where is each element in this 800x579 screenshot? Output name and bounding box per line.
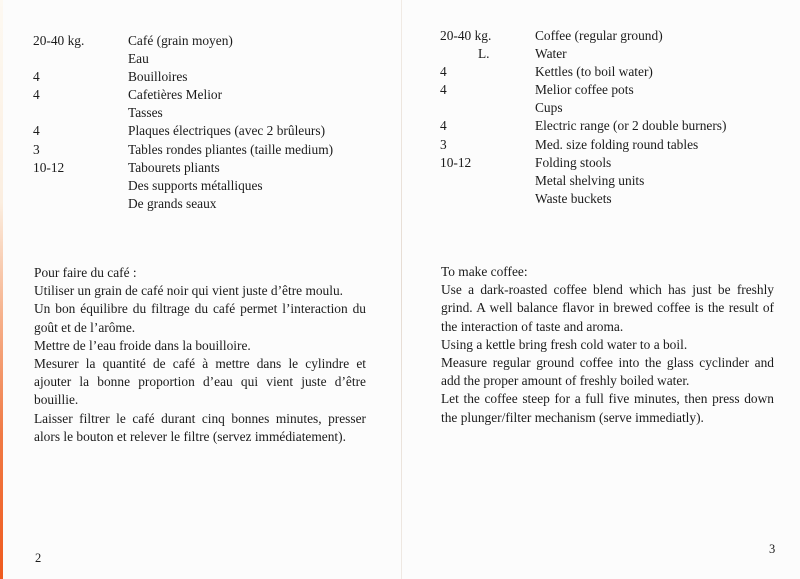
quantity: 20-40 kg.: [33, 33, 85, 48]
quantity: [33, 104, 128, 122]
item-name: Water: [535, 46, 567, 62]
item-name: Bouilloires: [128, 69, 188, 85]
list-row: [440, 136, 726, 154]
quantity: 4: [440, 118, 447, 134]
list-row: [33, 122, 333, 140]
quantity: 10-12: [440, 154, 472, 170]
item-name: Kettles (to boil water): [535, 64, 653, 80]
item-name: Cafetières Melior: [128, 87, 223, 103]
instruction-paragraph: Mesurer la quantité de café à mettre dans le cylindre et ajouter la bonne proportion d’eau qui vient juste d’être bouillie.: [34, 356, 366, 408]
list-row: [440, 81, 726, 99]
quantity: 3: [33, 141, 40, 157]
quantity: 3: [440, 136, 447, 152]
quantity: [440, 172, 535, 190]
list-row: [440, 154, 726, 172]
page-number: 3: [769, 542, 776, 556]
equipment-list-english: [440, 27, 726, 208]
quantity: L.: [478, 46, 490, 62]
list-row: [440, 117, 726, 135]
instruction-paragraph: Laisser filtrer le café durant cinq bonnes minutes, presser alors le bouton et relever le filtre (servez immédiatement).: [34, 410, 366, 444]
list-row: [33, 86, 333, 104]
quantity: [33, 195, 128, 213]
list-row: [33, 104, 333, 122]
instruction-paragraph: Let the coffee steep for a full five minutes, then press down the plunger/filter mechanism (serve immediatly).: [441, 391, 774, 425]
item-name: Cups: [535, 100, 563, 116]
item-name: Tabourets pliants: [128, 159, 220, 175]
list-row: [33, 141, 333, 159]
list-row: [440, 27, 726, 45]
list-row: [440, 172, 726, 190]
item-name: Des supports métalliques: [128, 177, 263, 193]
instruction-paragraph: Use a dark-roasted coffee blend which has just be freshly grind. A well balance flavor in brewed coffee is the result of the interaction of taste and aroma.: [441, 282, 774, 334]
list-row: [33, 195, 333, 213]
item-name: Coffee (regular ground): [535, 28, 663, 43]
list-row: [440, 45, 726, 63]
list-row: [440, 190, 726, 208]
item-name: Melior coffee pots: [535, 82, 634, 98]
quantity: 4: [33, 69, 40, 85]
instructions-heading: To make coffee:: [441, 264, 528, 279]
item-name: Café (grain moyen): [128, 33, 233, 48]
instructions-french: [34, 264, 366, 446]
quantity: [440, 99, 535, 117]
list-row: [33, 32, 333, 50]
item-name: Folding stools: [535, 154, 612, 170]
orange-page-edge: [0, 0, 3, 579]
page-number: 2: [35, 551, 42, 565]
item-name: Tables rondes pliantes (taille medium): [128, 141, 334, 157]
instruction-paragraph: Using a kettle bring fresh cold water to a boil.: [441, 336, 688, 352]
instruction-paragraph: Mettre de l’eau froide dans la bouilloire.: [34, 337, 251, 353]
quantity: [33, 177, 128, 195]
instruction-paragraph: Measure regular ground coffee into the glass cyclinder and add the proper amount of freshly boiled water.: [441, 355, 774, 389]
item-name: Tasses: [128, 105, 163, 121]
list-row: [33, 50, 333, 68]
instructions-heading: Pour faire du café :: [34, 265, 137, 280]
list-row: [33, 177, 333, 195]
item-name: Eau: [128, 51, 149, 67]
quantity: 4: [440, 64, 447, 80]
quantity: 4: [440, 82, 447, 98]
quantity: 4: [33, 123, 40, 139]
item-name: Waste buckets: [535, 190, 612, 206]
item-name: Electric range (or 2 double burners): [535, 118, 727, 134]
equipment-list-french: [33, 32, 333, 213]
list-row: [440, 99, 726, 117]
instructions-english: [441, 263, 774, 427]
quantity: 4: [33, 87, 40, 103]
item-name: Med. size folding round tables: [535, 136, 699, 152]
item-name: Metal shelving units: [535, 172, 645, 188]
item-name: De grands seaux: [128, 195, 217, 211]
list-row: [33, 68, 333, 86]
list-row: [33, 159, 333, 177]
instruction-paragraph: Utiliser un grain de café noir qui vient juste d’être moulu.: [34, 283, 344, 299]
quantity: 20-40 kg.: [440, 28, 492, 43]
quantity: [33, 50, 128, 68]
item-name: Plaques électriques (avec 2 brûleurs): [128, 123, 326, 139]
quantity: [440, 190, 535, 208]
list-row: [440, 63, 726, 81]
quantity: 10-12: [33, 159, 65, 175]
instruction-paragraph: Un bon équilibre du filtrage du café permet l’interaction du goût et de l’arôme.: [34, 301, 366, 335]
